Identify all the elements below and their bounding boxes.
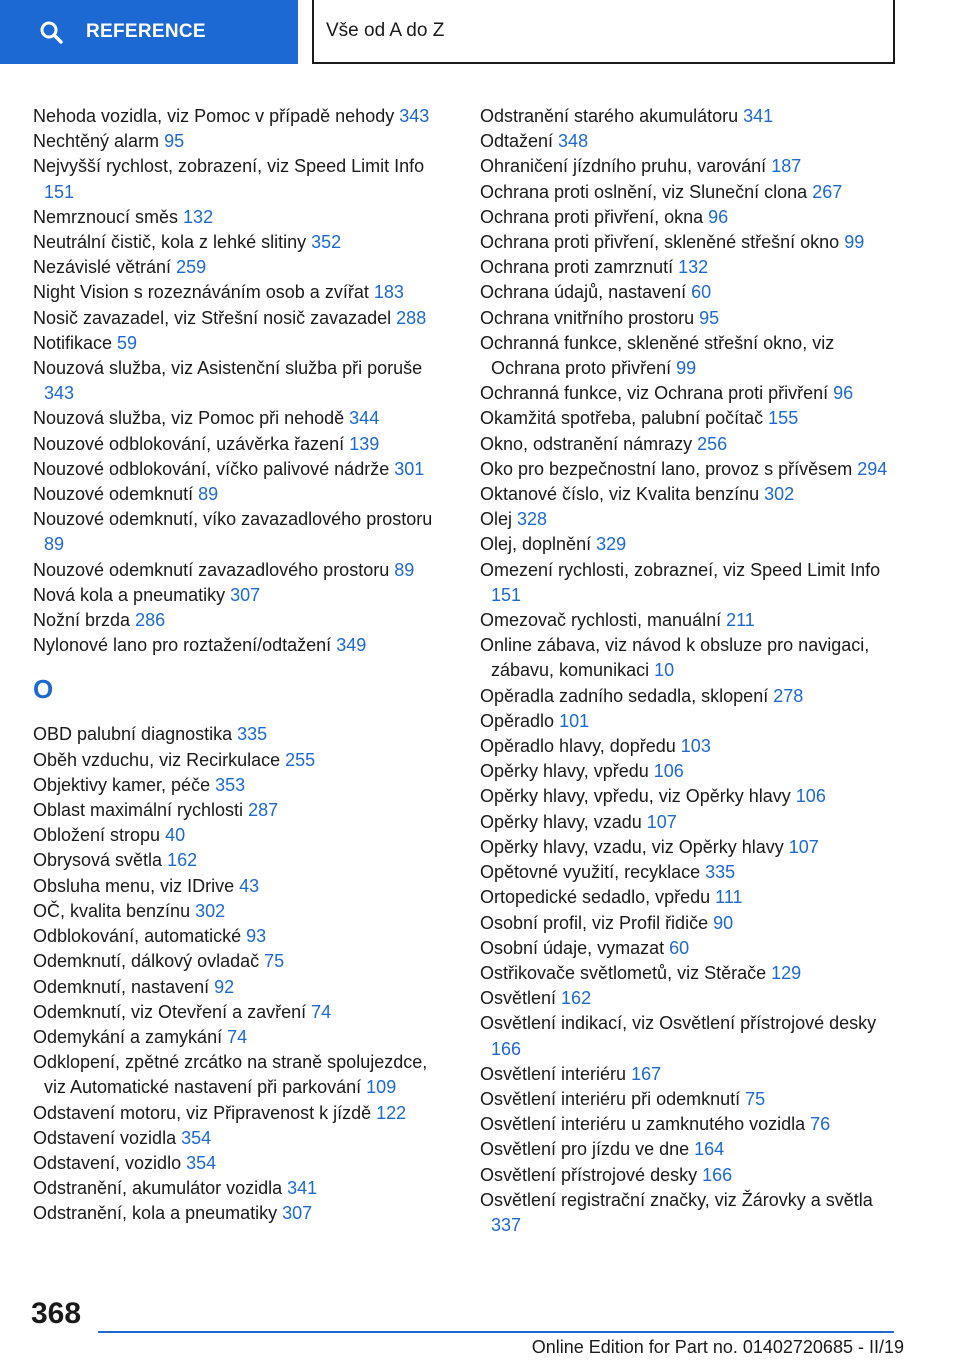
page-link[interactable]: 43 <box>239 875 260 896</box>
page-link[interactable]: 139 <box>349 433 380 454</box>
page-link[interactable]: 90 <box>713 912 734 933</box>
page-link[interactable]: 107 <box>646 811 677 832</box>
entry-text: Nožní brzda <box>33 610 136 631</box>
page-link[interactable]: 187 <box>771 156 802 177</box>
entry-text: Ochrana proti zamrznutí <box>480 257 679 278</box>
entry-text: Odemykání a zamykání <box>33 1026 228 1047</box>
index-entry <box>33 1151 453 1176</box>
page-link[interactable]: 335 <box>237 724 268 745</box>
entry-text: Opěrky hlavy, vpředu, viz Opěrky hlavy <box>480 786 796 807</box>
index-entry <box>480 532 900 557</box>
search-icon[interactable] <box>38 19 64 45</box>
section-letter: O <box>33 674 54 705</box>
page-link[interactable]: 40 <box>165 825 186 846</box>
page-link[interactable]: 337 <box>491 1214 522 1235</box>
index-entry <box>33 104 453 129</box>
index-entry <box>33 1176 453 1201</box>
index-entries-o <box>33 722 453 1226</box>
page-link[interactable]: 343 <box>44 383 75 404</box>
entry-text: Ochrana vnitřního prostoru <box>480 307 700 328</box>
page-link[interactable]: 256 <box>697 433 728 454</box>
entry-text: Omezení rychlosti, zobrazneí, viz Speed Limit Info <box>480 559 881 580</box>
entry-text: Osvětlení pro jízdu ve dne <box>480 1139 695 1160</box>
index-entry <box>33 924 453 949</box>
page-link[interactable]: 151 <box>491 584 522 605</box>
section-title: Vše od A do Z <box>326 20 445 41</box>
index-entry <box>33 773 453 798</box>
index-entry <box>33 558 453 583</box>
entry-text: Ochrana proti oslnění, viz Sluneční clona <box>480 181 813 202</box>
page-link[interactable]: 335 <box>705 862 736 883</box>
page-link[interactable]: 74 <box>227 1026 248 1047</box>
entry-text: Okno, odstranění námrazy <box>480 433 698 454</box>
page-link[interactable]: 10 <box>654 660 675 681</box>
index-entry <box>480 482 900 507</box>
index-entry <box>480 205 900 230</box>
index-entry <box>33 975 453 1000</box>
page-link[interactable]: 95 <box>699 307 720 328</box>
index-column-right <box>480 104 900 1238</box>
page-link[interactable]: 167 <box>631 1063 662 1084</box>
index-entry <box>33 583 453 608</box>
page-link[interactable]: 132 <box>678 257 709 278</box>
index-entry <box>33 899 453 924</box>
index-entry <box>480 986 900 1011</box>
index-entry <box>480 1011 900 1061</box>
page-link[interactable]: 107 <box>788 836 819 857</box>
entry-text: Odemknutí, viz Otevření a zavření <box>33 1001 312 1022</box>
page-link[interactable]: 287 <box>248 800 279 821</box>
page-link[interactable]: 302 <box>195 900 226 921</box>
entry-text: OBD palubní diagnostika <box>33 724 238 745</box>
index-entry <box>33 798 453 823</box>
entry-text: OČ, kvalita benzínu <box>33 900 196 921</box>
entry-text: Nouzové odemknutí zavazadlového prostoru <box>33 559 395 580</box>
page-link[interactable]: 162 <box>167 850 198 871</box>
page-link[interactable]: 344 <box>349 408 380 429</box>
index-entry <box>480 331 900 381</box>
entry-text: Odemknutí, nastavení <box>33 976 215 997</box>
entry-text: Osvětlení interiéru u zamknutého vozidla <box>480 1114 811 1135</box>
footer-edition <box>0 1337 904 1358</box>
entry-text: Odstavení, vozidlo <box>33 1152 187 1173</box>
entry-text: Odstranění, kola a pneumatiky <box>33 1203 283 1224</box>
page-link[interactable]: 341 <box>287 1178 318 1199</box>
index-entry <box>480 154 900 179</box>
entry-text: Nová kola a pneumatiky <box>33 584 231 605</box>
page-link[interactable]: 92 <box>214 976 235 997</box>
index-entry <box>480 835 900 860</box>
page-link[interactable]: 111 <box>715 887 743 908</box>
page-link[interactable]: 354 <box>181 1127 212 1148</box>
page-link[interactable]: 164 <box>694 1139 725 1160</box>
index-entry <box>480 129 900 154</box>
page-link[interactable]: 75 <box>264 951 285 972</box>
entry-text: Oběh vzduchu, viz Recirkulace <box>33 749 286 770</box>
index-entry <box>33 949 453 974</box>
index-entry <box>33 129 453 154</box>
entry-text: Osvětlení interiéru <box>480 1063 632 1084</box>
index-entry <box>33 1000 453 1025</box>
entry-text: Online zábava, viz návod k obsluze pro navigaci, zábavu, komunikaci <box>480 635 870 681</box>
page-link[interactable]: 89 <box>394 559 415 580</box>
entry-text: Ochrana proti přivření, okna <box>480 206 709 227</box>
entry-text: Nejvyšší rychlost, zobrazení, viz Speed Limit Info <box>33 156 425 177</box>
entry-text: Obsluha menu, viz IDrive <box>33 875 240 896</box>
index-entry <box>33 874 453 899</box>
index-column-left <box>33 104 453 1227</box>
page-link[interactable]: 89 <box>198 484 219 505</box>
entry-text: Omezovač rychlosti, manuální <box>480 610 727 631</box>
entry-text: Osvětlení indikací, viz Osvětlení přístrojové desky <box>480 1013 877 1034</box>
index-entry <box>480 432 900 457</box>
entry-text: Nouzová služba, viz Pomoc při nehodě <box>33 408 350 429</box>
footer-divider <box>98 1331 894 1333</box>
entry-text: Odstranění starého akumulátoru <box>480 106 744 126</box>
index-entry <box>33 457 453 482</box>
entry-text: Oko pro bezpečnostní lano, provoz s přívěsem <box>480 458 858 479</box>
page-link[interactable]: 354 <box>186 1152 217 1173</box>
entry-text: Neutrální čistič, kola z lehké slitiny <box>33 232 312 253</box>
page-link[interactable]: 307 <box>282 1203 313 1224</box>
index-entry <box>33 482 453 507</box>
index-entry <box>33 1101 453 1126</box>
entry-text: Ochranná funkce, skleněné střešní okno, viz Ochrana proto přivření <box>480 332 835 379</box>
page-link[interactable]: 329 <box>596 534 627 555</box>
page-link[interactable]: 155 <box>768 408 799 429</box>
index-entry <box>33 608 453 633</box>
page-link[interactable]: 162 <box>561 988 592 1009</box>
entry-text: Ohraničení jízdního pruhu, varování <box>480 156 772 177</box>
index-entry <box>480 255 900 280</box>
entry-text: Oblast maximální rychlosti <box>33 800 249 821</box>
entry-text: Oktanové číslo, viz Kvalita benzínu <box>480 484 765 505</box>
page-link[interactable]: 349 <box>336 635 367 656</box>
index-entry <box>480 784 900 809</box>
entry-text: Okamžitá spotřeba, palubní počítač <box>480 408 769 429</box>
entry-text: Nezávislé větrání <box>33 257 177 278</box>
index-entry <box>33 280 453 305</box>
index-entry <box>480 911 900 936</box>
page-link[interactable]: 348 <box>558 131 589 152</box>
index-entry <box>480 306 900 331</box>
entry-text: Nehoda vozidla, viz Pomoc v případě nehody <box>33 106 400 126</box>
edition-text: Online Edition for Part no. 01402720685 - II/19 <box>531 1337 904 1357</box>
index-entry <box>480 1087 900 1112</box>
entry-text: Osobní údaje, vymazat <box>480 937 670 958</box>
index-entry <box>480 406 900 431</box>
index-entry <box>480 885 900 910</box>
entry-text: Opěrky hlavy, vzadu, viz Opěrky hlavy <box>480 836 789 857</box>
index-entries-n <box>33 104 453 658</box>
entry-text: Olej, doplnění <box>480 534 597 555</box>
entry-text: Ortopedické sedadlo, vpředu <box>480 887 716 908</box>
entry-text: Night Vision s rozeznáváním osob a zvířat <box>33 282 374 303</box>
entry-text: Obložení stropu <box>33 825 166 846</box>
entry-text: Odblokování, automatické <box>33 926 247 947</box>
entry-text: Odtažení <box>480 131 559 152</box>
page-link[interactable]: 294 <box>857 458 888 479</box>
page-link[interactable]: 301 <box>394 458 425 479</box>
page-link[interactable]: 328 <box>517 509 548 530</box>
page-link[interactable]: 307 <box>230 584 261 605</box>
index-entry <box>480 936 900 961</box>
page-link[interactable]: 106 <box>795 786 826 807</box>
page-link[interactable]: 59 <box>117 332 138 353</box>
index-entry <box>33 230 453 255</box>
index-entry <box>480 1188 900 1238</box>
page-link[interactable]: 93 <box>246 926 267 947</box>
entry-text: Odklopení, zpětné zrcátko na straně spolujezdce, viz Automatické nastavení při parkování <box>33 1052 428 1098</box>
page-link[interactable]: 255 <box>285 749 316 770</box>
index-entry <box>33 823 453 848</box>
page-link[interactable]: 166 <box>491 1038 522 1059</box>
page-link[interactable]: 96 <box>833 383 854 404</box>
entry-text: Opěradlo <box>480 710 560 731</box>
entry-text: Opětovné využití, recyklace <box>480 862 706 883</box>
index-entry <box>33 154 453 204</box>
index-entry <box>33 306 453 331</box>
page-link[interactable]: 60 <box>691 282 712 303</box>
entry-text: Ostřikovače světlometů, viz Stěrače <box>480 962 772 983</box>
index-entry <box>480 810 900 835</box>
page-link[interactable]: 288 <box>396 307 427 328</box>
entry-text: Opěrky hlavy, vzadu <box>480 811 647 832</box>
index-entry <box>33 1025 453 1050</box>
index-entry <box>480 860 900 885</box>
page-link[interactable]: 95 <box>164 131 185 152</box>
page-link[interactable]: 166 <box>702 1164 733 1185</box>
index-entry <box>33 748 453 773</box>
entry-text: Nouzové odblokování, uzávěrka řazení <box>33 433 350 454</box>
entry-text: Nechtěný alarm <box>33 131 165 152</box>
index-entry <box>33 1201 453 1226</box>
page-link[interactable]: 99 <box>676 358 697 379</box>
entry-text: Odstavení vozidla <box>33 1127 182 1148</box>
entry-text: Objektivy kamer, péče <box>33 774 216 795</box>
index-entry <box>480 1163 900 1188</box>
entry-text: Odemknutí, dálkový ovladač <box>33 951 265 972</box>
entry-text: Odstranění, akumulátor vozidla <box>33 1178 288 1199</box>
entry-text: Osvětlení interiéru při odemknutí <box>480 1088 746 1109</box>
page-link[interactable]: 74 <box>311 1001 332 1022</box>
entry-text: Opěradla zadního sedadla, sklopení <box>480 685 774 706</box>
entry-text: Ochrana proti přivření, skleněné střešní okno <box>480 232 845 253</box>
index-entry <box>33 255 453 280</box>
index-entry <box>480 608 900 633</box>
index-entry <box>480 381 900 406</box>
page-link[interactable]: 267 <box>812 181 843 202</box>
entry-text: Osvětlení registrační značky, viz Žárovky a světla <box>480 1189 873 1210</box>
entry-text: Osvětlení <box>480 988 562 1009</box>
index-entry <box>33 1126 453 1151</box>
entry-text: Nosič zavazadel, viz Střešní nosič zavazadel <box>33 307 397 328</box>
page-link[interactable]: 103 <box>680 736 711 757</box>
page-link[interactable]: 352 <box>311 232 342 253</box>
entry-text: Opěradlo hlavy, dopředu <box>480 736 681 757</box>
index-entry <box>33 331 453 356</box>
section-header <box>312 0 895 64</box>
entry-text: Nylonové lano pro roztažení/odtažení <box>33 635 337 656</box>
entry-text: Osobní profil, viz Profil řidiče <box>480 912 714 933</box>
page-link[interactable]: 89 <box>44 534 65 555</box>
page-link[interactable]: 259 <box>176 257 207 278</box>
index-entry <box>480 1112 900 1137</box>
index-entry <box>480 709 900 734</box>
entry-text: Nouzové odemknutí <box>33 484 199 505</box>
index-entry <box>33 432 453 457</box>
reference-tab-label: REFERENCE <box>86 21 206 42</box>
index-entry <box>480 1137 900 1162</box>
index-entry <box>480 104 900 129</box>
page-link[interactable]: 343 <box>399 106 430 126</box>
page-link[interactable]: 106 <box>653 761 684 782</box>
page-link[interactable]: 109 <box>366 1077 397 1098</box>
index-entry <box>33 406 453 431</box>
entry-text: Nemrznoucí směs <box>33 206 184 227</box>
page-link[interactable]: 132 <box>183 206 214 227</box>
entry-text: Odstavení motoru, viz Připravenost k jízdě <box>33 1102 377 1123</box>
reference-tab[interactable] <box>0 0 298 64</box>
page-link[interactable]: 353 <box>215 774 246 795</box>
index-entry <box>480 633 900 683</box>
page-link[interactable]: 341 <box>743 106 774 126</box>
page-link[interactable]: 60 <box>669 937 690 958</box>
index-entry <box>480 1062 900 1087</box>
index-entry <box>480 961 900 986</box>
page-link[interactable]: 129 <box>771 962 802 983</box>
index-entry <box>33 205 453 230</box>
page-link[interactable]: 278 <box>773 685 804 706</box>
page-link[interactable]: 76 <box>810 1114 831 1135</box>
index-entry <box>33 1050 453 1100</box>
entry-text: Obrysová světla <box>33 850 168 871</box>
index-entry <box>480 558 900 608</box>
entry-text: Ochranná funkce, viz Ochrana proti přivření <box>480 383 834 404</box>
index-entry <box>33 633 453 658</box>
entry-text: Olej <box>480 509 518 530</box>
page-link[interactable]: 101 <box>559 710 590 731</box>
page-link[interactable]: 286 <box>135 610 166 631</box>
entry-text: Osvětlení přístrojové desky <box>480 1164 703 1185</box>
index-entry <box>33 848 453 873</box>
index-entry <box>480 734 900 759</box>
index-entry <box>480 507 900 532</box>
page-link[interactable]: 211 <box>726 610 755 631</box>
page-link[interactable]: 96 <box>708 206 729 227</box>
entry-text: Opěrky hlavy, vpředu <box>480 761 654 782</box>
index-entry <box>480 280 900 305</box>
entry-text: Nouzové odemknutí, víko zavazadlového prostoru <box>33 509 433 530</box>
entry-text: Nouzová služba, viz Asistenční služba při poruše <box>33 358 423 379</box>
index-entry <box>480 759 900 784</box>
page-link[interactable]: 122 <box>376 1102 407 1123</box>
index-entry <box>480 230 900 255</box>
entry-text: Notifikace <box>33 332 118 353</box>
index-entry <box>480 180 900 205</box>
entry-text: Nouzové odblokování, víčko palivové nádrže <box>33 458 395 479</box>
page-link[interactable]: 183 <box>373 282 404 303</box>
index-entry <box>480 684 900 709</box>
entry-text: Ochrana údajů, nastavení <box>480 282 692 303</box>
page-number: 368 <box>31 1297 82 1330</box>
page-link[interactable]: 75 <box>745 1088 766 1109</box>
page-link[interactable]: 302 <box>764 484 795 505</box>
page-link[interactable]: 99 <box>844 232 865 253</box>
page-link[interactable]: 151 <box>44 181 75 202</box>
index-entry <box>33 507 453 557</box>
index-entry <box>33 722 453 747</box>
index-entry <box>33 356 453 406</box>
index-entries-o-continued <box>480 104 900 1238</box>
index-entry <box>480 457 900 482</box>
